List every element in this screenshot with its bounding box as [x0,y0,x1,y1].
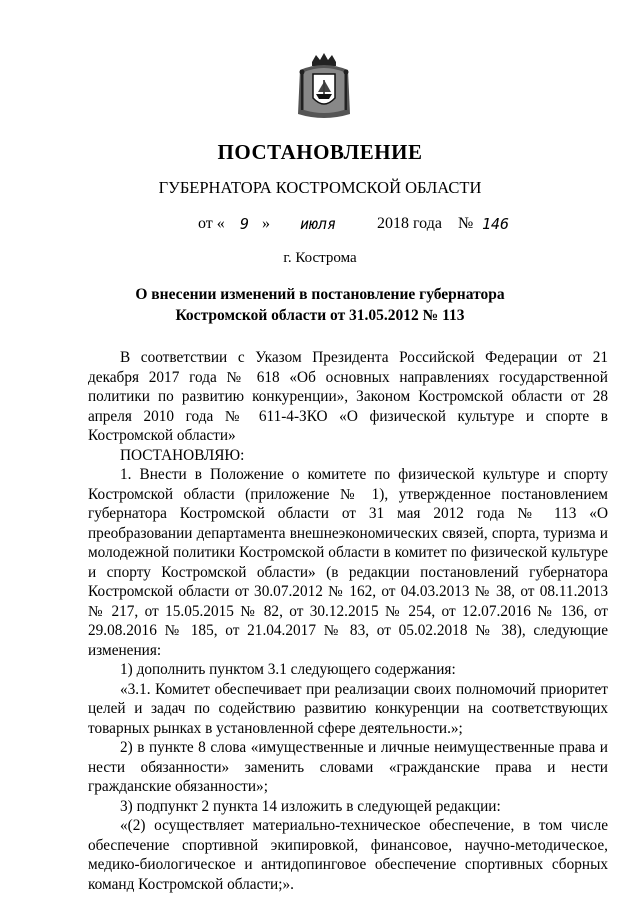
date-prefix: от « [198,215,225,232]
document-subject [0,284,640,326]
date-month: июля [300,215,337,233]
quote-3-1-paragraph: «3.1. Комитет обеспечивает при реализации своих полномочий приоритет целей и задач по содействию развитию конкуренции на соответствующих товарных рынках в установленной сфере деятельности.»; [88,680,608,737]
subitem-3-paragraph: 3) подпункт 2 пункта 14 изложить в следующей редакции: [120,797,501,815]
number-sign: № [458,215,474,232]
document-number: 146 [482,215,510,233]
coat-of-arms-emblem [294,52,354,122]
subject-line-2: Костромской области от 31.05.2012 № 113 [175,307,465,324]
subitem-1-paragraph: 1) дополнить пунктом 3.1 следующего содержания: [120,661,456,678]
subject-line-1: О внесении изменений в постановление губернатора [135,286,505,303]
item-1-paragraph: 1. Внести в Положение о комитете по физической культуре и спорту Костромской области (приложение № 1), утвержденное постановлением губернатора Костромской области от 31 мая 2012 года № 113 «О преобразовании департамента внешнеэкономических связей, спорта, туризма и молодежной политики Костромской области в комитет по физической культуре и спорту Костромской области» (в редакции постановлений губернатора Костромской области от 30.07.2012 № 162, от 04.03.2013 № 38, от 08.11.2013 № 217, от 15.05.2015 № 82, от 30.12.2015 № 254, от 12.07.2016 № 136, от 29.08.2016 № 185, от 21.04.2017 № 83, от 05.02.2018 № 38), следующие изменения: [88,466,608,659]
quote-14-2-paragraph: «(2) осуществляет материально-техническое обеспечение, в том числе обеспечение спортивной экипировкой, финансовое, научно-методическое, медико-биологическое и антидопинговое обеспечение спортивных сборных команд Костромской области;». [88,817,608,893]
city-name: г. Кострома [283,250,357,266]
issuing-authority: ГУБЕРНАТОРА КОСТРОМСКОЙ ОБЛАСТИ [158,178,482,197]
date-day: 9 [240,215,250,233]
document-body [88,348,608,894]
subitem-2-paragraph: 2) в пункте 8 слова «имущественные и личные неимущественные права и нести обязанности» заменить словами «гражданские права и нести гражданские обязанности»; [88,739,608,795]
date-year: 2018 года [377,215,442,232]
document-title: ПОСТАНОВЛЕНИЕ [217,140,423,164]
preamble-paragraph: В соответствии с Указом Президента Российской Федерации от 21 декабря 2017 года № 618 «Об основных направлениях государственной политики по развитию конкуренции», Законом Костромской области от 28 апреля 2010 года № 611-4-ЗКО «О физической культуре и спорте в Костромской области» [88,349,608,444]
date-close-quote: » [262,215,270,232]
decree-word: ПОСТАНОВЛЯЮ: [120,446,245,464]
